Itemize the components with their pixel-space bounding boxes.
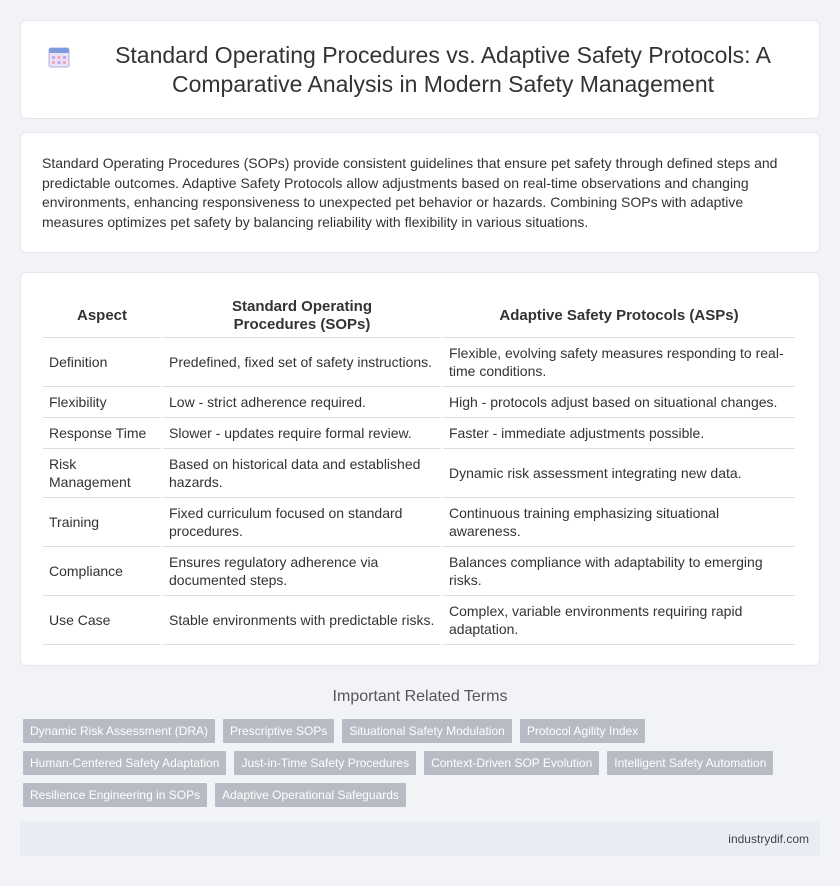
table-header-row bbox=[43, 294, 795, 338]
cell-sops: Stable environments with predictable risks. bbox=[163, 596, 441, 645]
tag-row bbox=[23, 719, 813, 743]
page-title: Standard Operating Procedures vs. Adaptive Safety Protocols: A Comparative Analysis in Modern Safety Management bbox=[115, 41, 771, 97]
header-aspect: Aspect bbox=[43, 294, 161, 338]
table-row bbox=[43, 449, 795, 498]
cell-sops: Slower - updates require formal review. bbox=[163, 418, 441, 449]
cell-aspect: Flexibility bbox=[43, 387, 161, 418]
table-row bbox=[43, 418, 795, 449]
cell-sops: Ensures regulatory adherence via documented steps. bbox=[163, 547, 441, 596]
cell-asps: Dynamic risk assessment integrating new data. bbox=[443, 449, 795, 498]
cell-asps: Flexible, evolving safety measures responding to real-time conditions. bbox=[443, 338, 795, 387]
tag[interactable]: Situational Safety Modulation bbox=[342, 719, 511, 743]
tag[interactable]: Prescriptive SOPs bbox=[223, 719, 334, 743]
cell-aspect: Use Case bbox=[43, 596, 161, 645]
cell-asps: Complex, variable environments requiring rapid adaptation. bbox=[443, 596, 795, 645]
intro-card bbox=[20, 132, 820, 253]
table-row bbox=[43, 547, 795, 596]
title-wrap bbox=[47, 41, 793, 99]
footer-site[interactable]: industrydif.com bbox=[728, 832, 809, 846]
footer bbox=[20, 822, 820, 856]
cell-aspect: Risk Management bbox=[43, 449, 161, 498]
cell-asps: Faster - immediate adjustments possible. bbox=[443, 418, 795, 449]
table-row bbox=[43, 387, 795, 418]
cell-sops: Fixed curriculum focused on standard procedures. bbox=[163, 498, 441, 547]
table-row bbox=[43, 498, 795, 547]
related-terms-tags bbox=[23, 719, 813, 815]
tag[interactable]: Dynamic Risk Assessment (DRA) bbox=[23, 719, 215, 743]
table-row bbox=[43, 338, 795, 387]
tag[interactable]: Resilience Engineering in SOPs bbox=[23, 783, 207, 807]
tag[interactable]: Adaptive Operational Safeguards bbox=[215, 783, 406, 807]
tag[interactable]: Protocol Agility Index bbox=[520, 719, 645, 743]
cell-aspect: Training bbox=[43, 498, 161, 547]
cell-asps: Balances compliance with adaptability to emerging risks. bbox=[443, 547, 795, 596]
cell-sops: Low - strict adherence required. bbox=[163, 387, 441, 418]
cell-aspect: Compliance bbox=[43, 547, 161, 596]
calendar-icon bbox=[47, 45, 71, 69]
intro-paragraph: Standard Operating Procedures (SOPs) provide consistent guidelines that ensure pet safety through defined steps and predictable outcomes. Adaptive Safety Protocols allow adjustments based on real-time observations and changing environments, enhancing responsiveness to unexpected pet behavior or hazards. Combining SOPs with adaptive measures optimizes pet safety by balancing reliability with flexibility in various situations. bbox=[42, 155, 778, 230]
cell-sops: Based on historical data and established hazards. bbox=[163, 449, 441, 498]
tag-row bbox=[23, 751, 813, 775]
header-asps: Adaptive Safety Protocols (ASPs) bbox=[443, 294, 795, 338]
comparison-table bbox=[41, 294, 797, 645]
cell-asps: Continuous training emphasizing situational awareness. bbox=[443, 498, 795, 547]
related-terms-heading: Important Related Terms bbox=[332, 688, 508, 705]
tag[interactable]: Human-Centered Safety Adaptation bbox=[23, 751, 226, 775]
tag[interactable]: Context-Driven SOP Evolution bbox=[424, 751, 599, 775]
tag[interactable]: Just-in-Time Safety Procedures bbox=[234, 751, 416, 775]
title-card bbox=[20, 20, 820, 119]
cell-aspect: Definition bbox=[43, 338, 161, 387]
cell-asps: High - protocols adjust based on situational changes. bbox=[443, 387, 795, 418]
cell-aspect: Response Time bbox=[43, 418, 161, 449]
tag[interactable]: Intelligent Safety Automation bbox=[607, 751, 773, 775]
cell-sops: Predefined, fixed set of safety instructions. bbox=[163, 338, 441, 387]
tag-row bbox=[23, 783, 813, 807]
header-sops: Standard Operating Procedures (SOPs) bbox=[163, 294, 441, 338]
table-row bbox=[43, 596, 795, 645]
table-card bbox=[20, 272, 820, 666]
